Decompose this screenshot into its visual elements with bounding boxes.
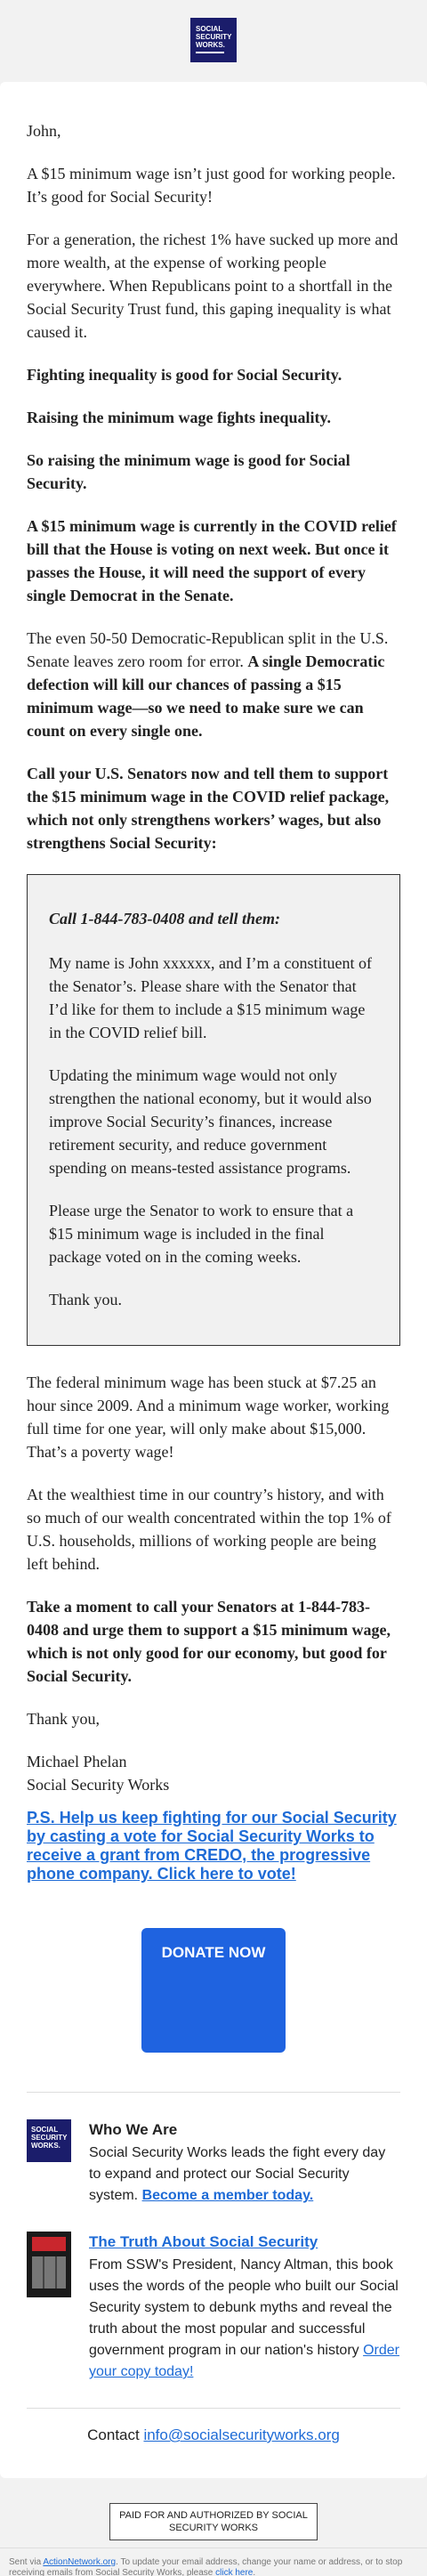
book-thumb <box>27 2232 71 2383</box>
contact-label: Contact <box>87 2426 144 2443</box>
bold-line-1: Fighting inequality is good for Social Security. <box>27 366 342 384</box>
paragraph-3 <box>27 627 400 742</box>
book-text-block <box>89 2232 400 2383</box>
signer-name: Michael Phelan <box>27 1753 127 1770</box>
small-logo-line-2: SECURITY <box>31 2134 68 2142</box>
footer-sent-via: Sent via <box>9 2557 44 2567</box>
header <box>0 0 427 82</box>
call-script-box <box>27 874 400 1346</box>
paragraph-3-plain: The even 50-50 Democratic-Republican split in the U.S. Senate leaves zero room for error. <box>27 629 389 670</box>
bold-line-3: So raising the minimum wage is good for Social Security. <box>27 451 350 492</box>
signer-org: Social Security Works <box>27 1776 170 1794</box>
paragraph-5: At the wealthiest time in our country’s history, and with so much of our wealth concentrated within the top 1% of U.S. households, millions of working people are being left behind. <box>27 1486 391 1573</box>
call-script-2: Updating the minimum wage would not only strengthen the national economy, but it would also improve Social Security’s finances, increase retirement security, and reduce government spending on means-tested assistance programs. <box>49 1066 372 1177</box>
logo-line-1: SOCIAL <box>196 25 223 33</box>
greeting: John, <box>27 122 61 140</box>
paragraph-3-bold: A single Democratic defection will kill our chances of passing a $15 minimum wage—so we need to make sure we can count on every single one. <box>27 652 385 740</box>
book-cover-banner <box>32 2237 66 2251</box>
contact-line <box>27 2408 400 2457</box>
contact-email-link[interactable]: info@socialsecurityworks.org <box>143 2426 340 2443</box>
call-script-title: Call 1-844-783-0408 and tell them: <box>49 910 280 928</box>
book-text: From SSW's President, Nancy Altman, this book uses the words of the people who built our Social Security system to debunk myths and reveal the truth about the most popular and successful government program in our nation's history <box>89 2257 399 2358</box>
paid-for-box: PAID FOR AND AUTHORIZED BY SOCIAL SECURITY WORKS <box>109 2503 318 2540</box>
bold-line-6: Take a moment to call your Senators at 1-844-783-0408 and urge them to support a $15 minimum wage, which is not only good for our economy, but good for Social Security. <box>27 1598 391 1685</box>
donate-button[interactable]: DONATE NOW <box>141 1928 286 2053</box>
paid-wrap <box>0 2478 427 2540</box>
footer-text: . To update your email address, change your name or address, or to stop receiving emails from Social Security Works, please <box>9 2557 403 2576</box>
call-script-4: Thank you. <box>49 1291 122 1308</box>
who-text: Social Security Works leads the fight every day to expand and protect our Social Security system. <box>89 2145 386 2203</box>
paragraph-1: A $15 minimum wage isn’t just good for working people. It’s good for Social Security! <box>27 165 396 206</box>
footer <box>0 2548 427 2576</box>
ssw-small-logo[interactable] <box>27 2119 71 2162</box>
action-network-link[interactable]: ActionNetwork.org <box>43 2557 117 2567</box>
paragraph-4: The federal minimum wage has been stuck at $7.25 an hour since 2009. And a minimum wage worker, working full time for one year, will only make about $15,000. That’s a poverty wage! <box>27 1373 390 1461</box>
bold-line-5: Call your U.S. Senators now and tell them to support the $15 minimum wage in the COVID relief package, which not only strengthens workers’ wages, but also strengthens Social Security: <box>27 765 390 852</box>
footer-end: . <box>253 2568 256 2576</box>
logo-line-2: SECURITY <box>196 33 232 41</box>
thanks: Thank you, <box>27 1710 100 1728</box>
divider <box>27 2092 400 2093</box>
bold-line-4: A $15 minimum wage is currently in the COVID relief bill that the House is voting on next week. But once it passes the House, it will need the support of every single Democrat in the Senate. <box>27 517 397 604</box>
ps-vote-link[interactable]: P.S. Help us keep fighting for our Social Security by casting a vote for Social Security Works to receive a grant from CREDO, the progressive phone company. Click here to vote! <box>27 1809 397 1883</box>
call-script-1: My name is John xxxxxx, and I’m a constituent of the Senator’s. Please share with the Senator that I’d like for them to include a $15 minimum wage in the COVID relief bill. <box>49 954 372 1041</box>
call-script-3: Please urge the Senator to work to ensure that a $15 minimum wage is included in the final package voted on in the coming weeks. <box>49 1202 354 1266</box>
paragraph-2: For a generation, the richest 1% have sucked up more and more wealth, at the expense of working people everywhere. When Republicans point to a shortfall in the Social Security Trust fund, this gaping inequality is what caused it. <box>27 231 399 341</box>
become-member-link[interactable]: Become a member today. <box>141 2188 314 2203</box>
book-promo <box>27 2232 400 2383</box>
who-thumb <box>27 2119 71 2207</box>
book-title-link[interactable]: The Truth About Social Security <box>89 2233 318 2250</box>
bold-line-2: Raising the minimum wage fights inequality. <box>27 409 332 426</box>
order-copy-link[interactable]: Order your copy today! <box>89 2343 399 2379</box>
logo-bar <box>196 52 224 53</box>
who-title: Who We Are <box>89 2121 178 2138</box>
email-card <box>0 82 427 2478</box>
logo-line-3: WORKS. <box>196 41 225 49</box>
small-logo-line-1: SOCIAL <box>31 2126 59 2134</box>
book-cover-image[interactable] <box>27 2232 71 2297</box>
book-cover-faces <box>32 2256 66 2288</box>
who-text-block <box>89 2119 400 2207</box>
signature <box>27 1750 400 1796</box>
unsubscribe-link[interactable]: click here <box>215 2568 254 2576</box>
small-logo-line-3: WORKS. <box>31 2142 60 2150</box>
who-we-are <box>27 2119 400 2207</box>
ssw-logo[interactable] <box>190 18 237 62</box>
donate-wrap <box>27 1928 400 2053</box>
